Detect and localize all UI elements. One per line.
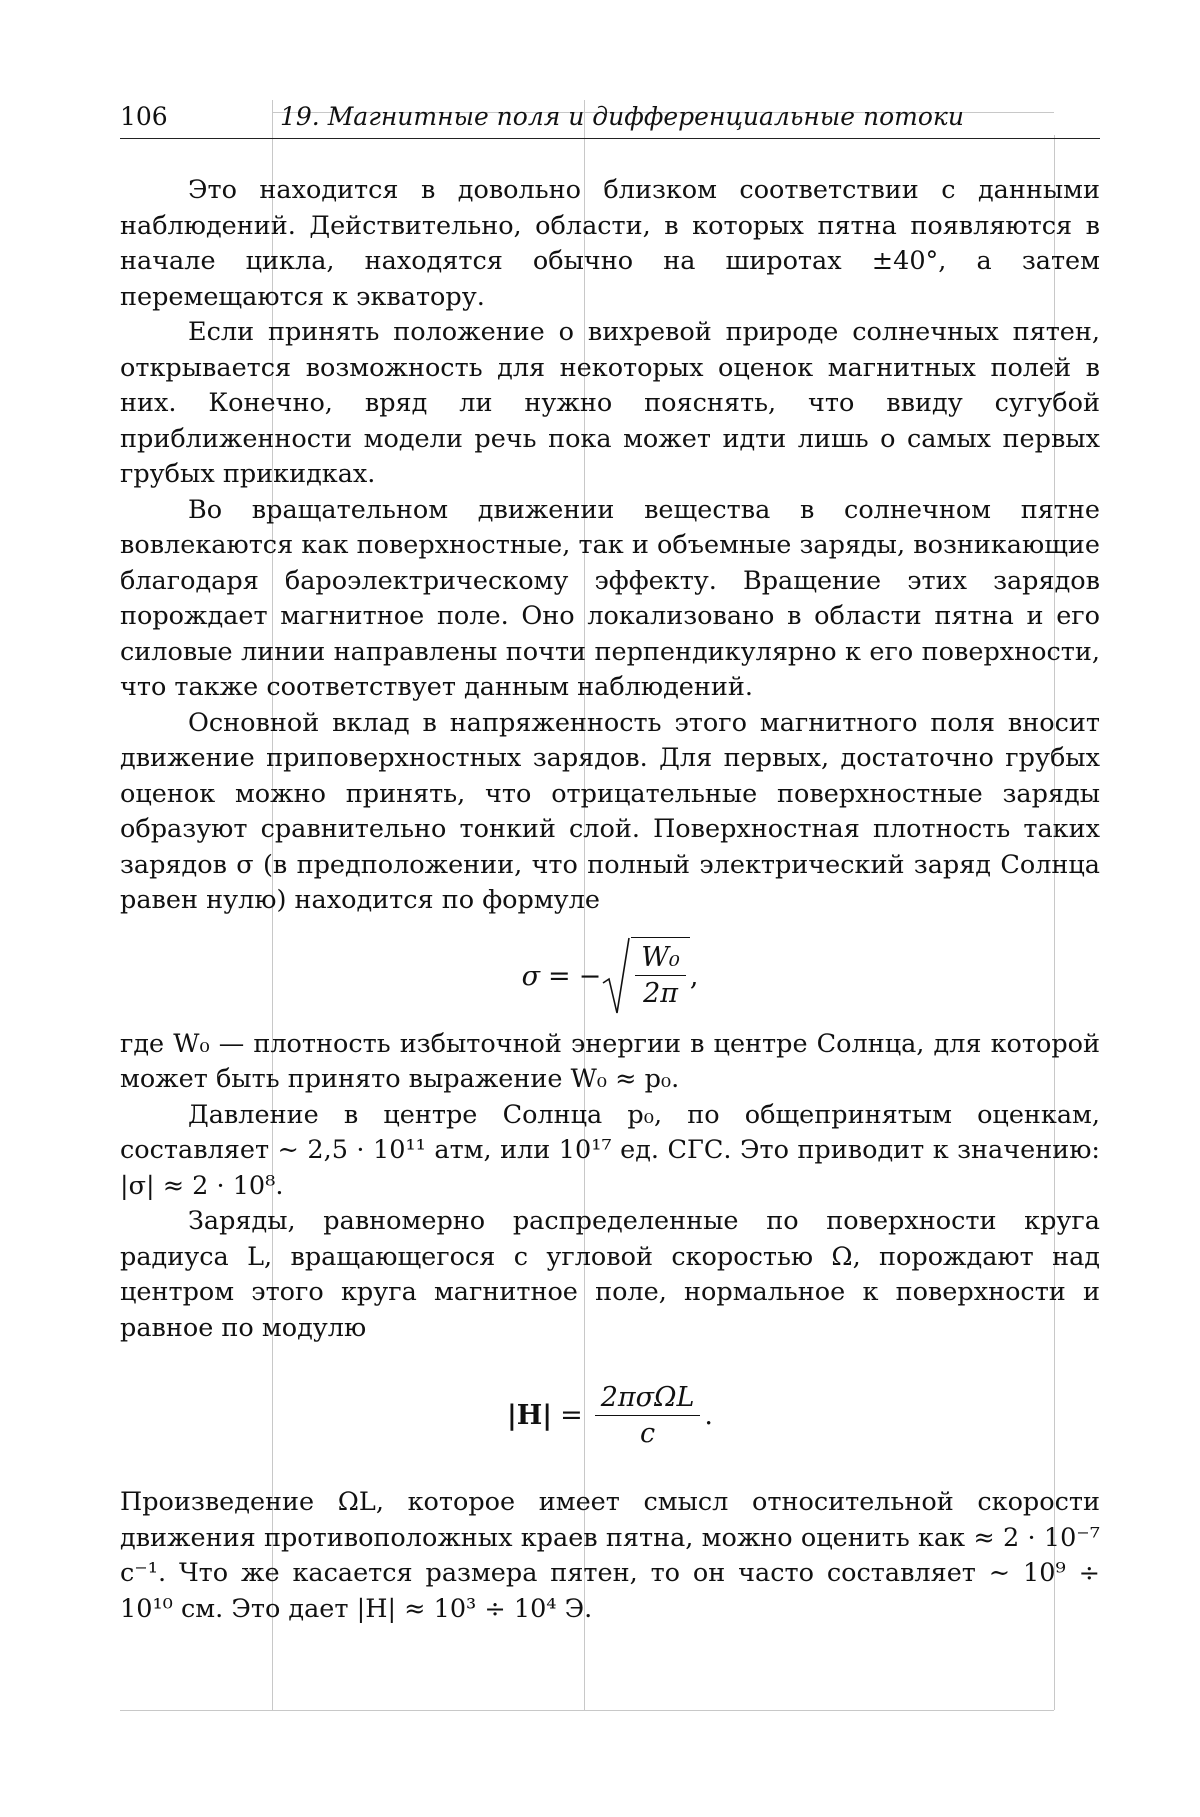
body-text [120,173,1100,1627]
paragraph: Основной вклад в напряженность этого магнитного поля вносит движение приповерхностных зарядов. Для первых, достаточно грубых оценок можно принять, что отрицательные поверхностные заряды образуют сравнительно тонкий слой. Поверхностная плотность таких зарядов σ (в предположении, что полный электрический заряд Солнца равен нулю) находится по формуле [120,707,1100,915]
fraction [635,942,686,1009]
fraction-denominator: 2π [643,977,678,1009]
square-root [601,937,690,1017]
paragraph: Заряды, равномерно распределенные по поверхности круга радиуса L, вращающегося с угловой скоростью Ω, порождают над центром этого круга магнитное поле, нормальное к поверхности и равное по модулю [120,1206,1100,1343]
formula-lhs: σ [521,961,540,992]
formula-lhs: |H| [506,1400,553,1431]
fraction-denominator: c [640,1418,656,1449]
fraction-numerator: 2πσΩL [595,1382,701,1416]
scan-guide-line [120,1710,1054,1711]
running-header [120,100,1100,139]
paragraph: Давление в центре Солнца p₀, по общепринятым оценкам, составляет ∼ 2,5 · 10¹¹ атм, или 10¹⁷ ед. СГС. Это приводит к значению: |σ| ≈ 2 · 10⁸. [120,1099,1100,1201]
paragraph: где W₀ — плотность избыточной энергии в центре Солнца, для которой может быть принято выражение W₀ ≈ p₀. [120,1028,1100,1094]
paragraph: Во вращательном движении вещества в солнечном пятне вовлекаются как поверхностные, так и объемные заряды, возникающие благодаря бароэлектрическому эффекту. Вращение этих зарядов порождает магнитное поле. Оно локализовано в области пятна и его силовые линии направлены почти перпендикулярно к его поверхности, что также соответствует данным наблюдений. [120,494,1100,702]
formula-trailing-punct: . [704,1400,714,1431]
page-number: 106 [120,102,168,131]
formula-equals: = [560,1400,583,1431]
radical-sign-icon [601,937,631,1017]
paragraph: Если принять положение о вихревой природе солнечных пятен, открывается возможность для некоторых оценок магнитных полей в них. Конечно, вряд ли нужно пояснять, что ввиду сугубой приближенности модели речь пока может идти лишь о самых первых грубых прикидках. [120,317,1100,489]
paragraph: Это находится в довольно близком соответствии с данными наблюдений. Действительно, области, в которых пятна появляются в начале цикла, находятся обычно на широтах ±40°, а затем перемещаются к экватору. [120,175,1100,312]
formula-trailing-punct: , [689,961,699,992]
fraction [595,1382,701,1449]
chapter-title: 19. Магнитные поля и дифференциальные потоки [280,102,964,131]
formula-minus: − [578,961,602,992]
formula-equals: = [548,961,571,992]
formula-sigma [120,937,1100,1017]
paragraph: Произведение ΩL, которое имеет смысл относительной скорости движения противоположных краев пятна, можно оценить как ≈ 2 · 10⁻⁷ с⁻¹. Что же касается размера пятен, то он часто составляет ∼ 10⁹ ÷ 10¹⁰ см. Это дает |H| ≈ 10³ ÷ 10⁴ Э. [120,1487,1100,1624]
fraction-numerator: W₀ [635,942,686,976]
book-page [120,100,1100,1627]
radicand [631,937,690,1017]
formula-field-magnitude [120,1382,1100,1449]
